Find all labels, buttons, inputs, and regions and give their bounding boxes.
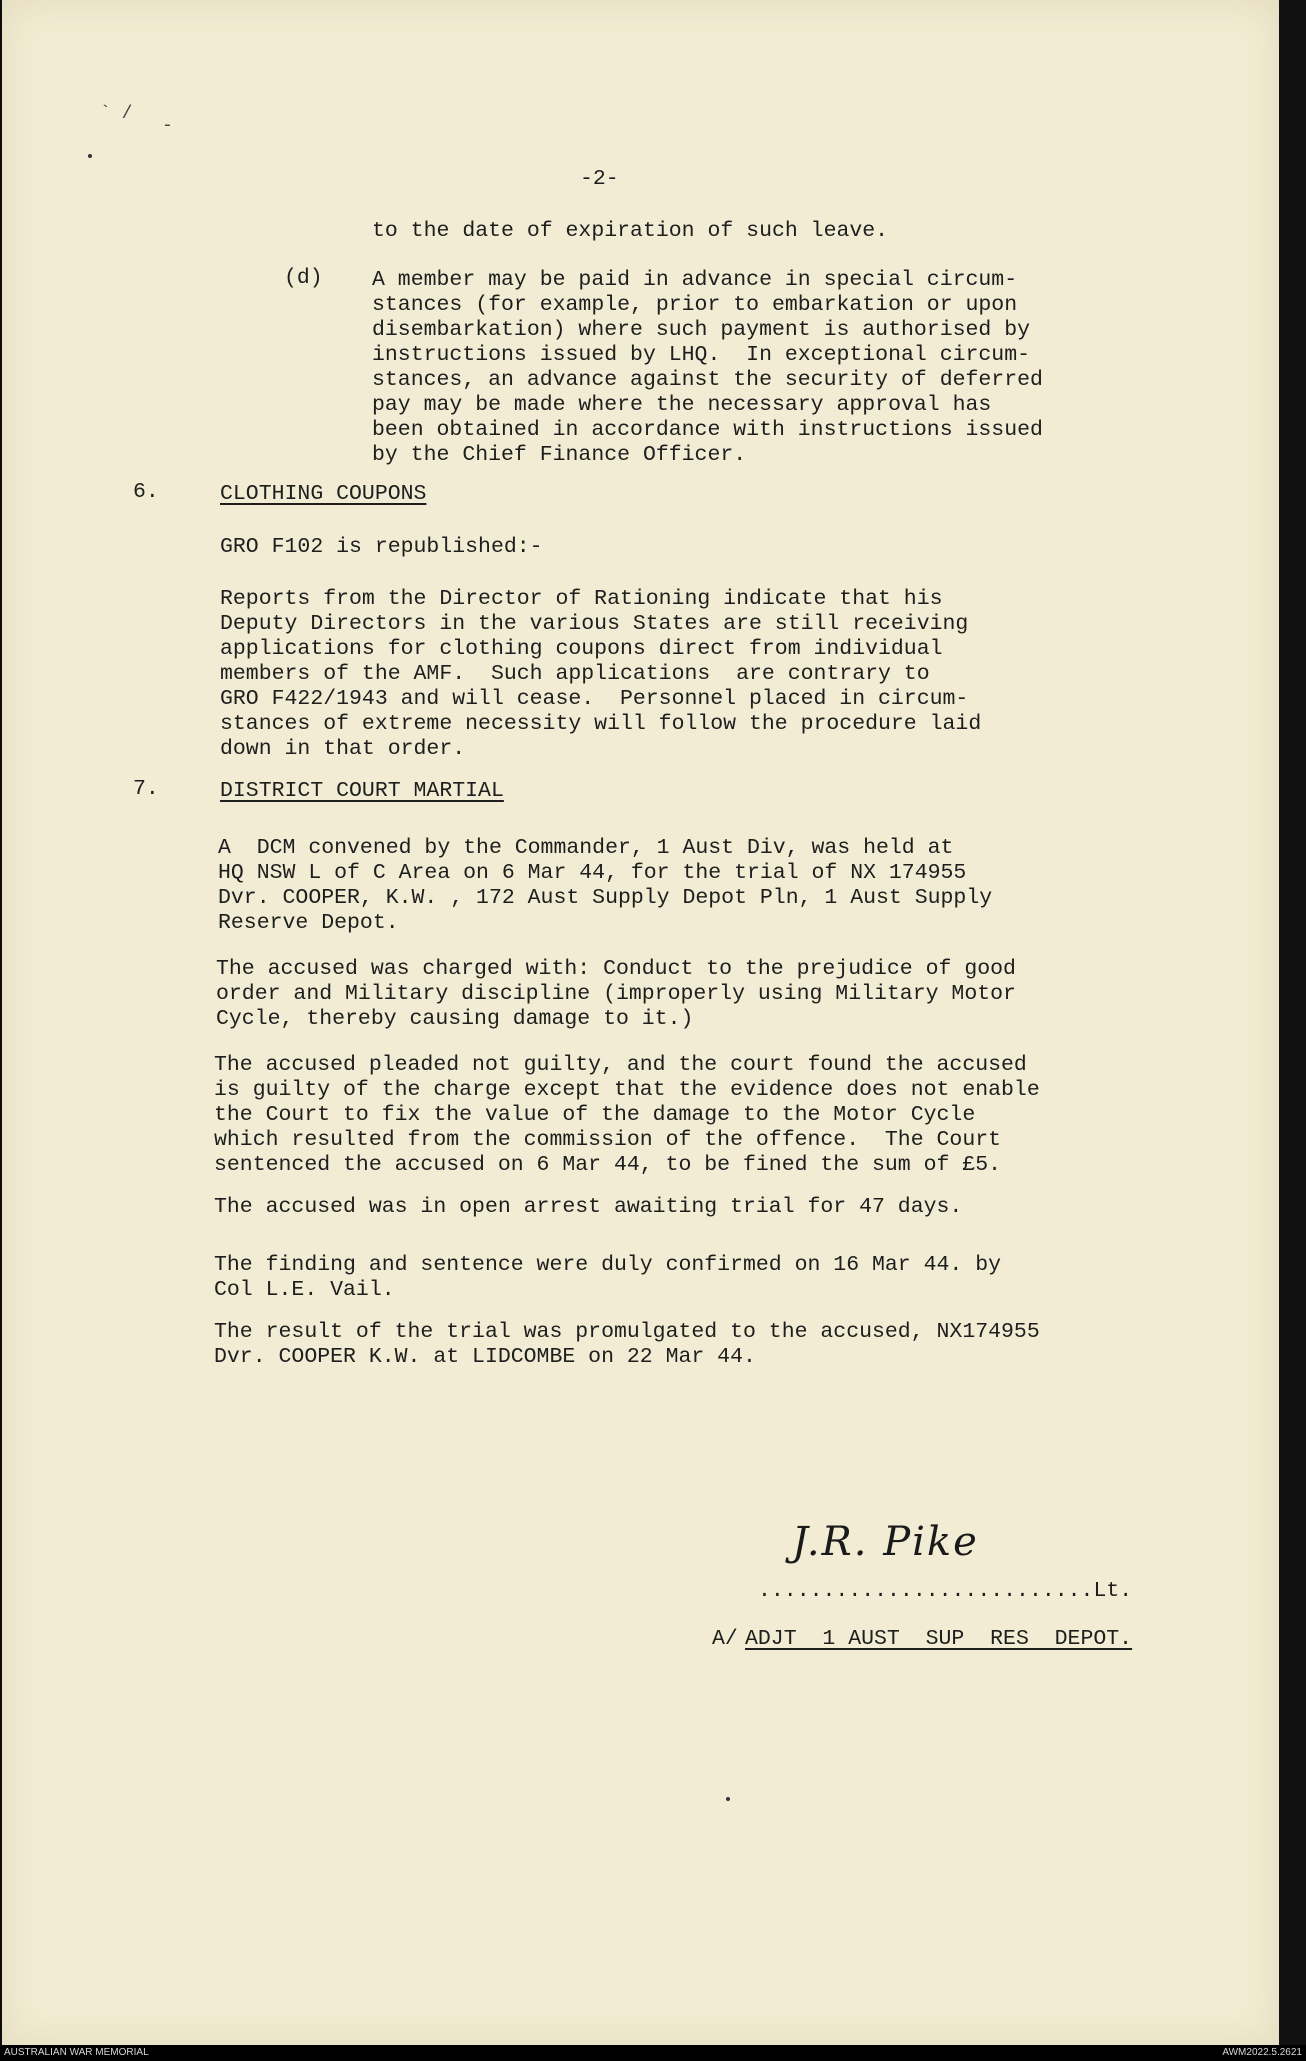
section-6-line: members of the AMF. Such applications are contrary to [220,662,930,686]
scan-mark: - [162,116,173,136]
para-d-line: by the Chief Finance Officer. [372,443,747,467]
handwritten-signature: J.R. Pike [792,1519,979,1565]
section-6-number: 6. [133,480,159,504]
section-7-para-6 [214,1320,1040,1370]
para-d-line: stances (for example, prior to embarkation or upon [372,293,1018,317]
section-6-line: down in that order. [220,737,466,761]
para-d-label: (d) [284,266,323,290]
section-7-line: Cycle, thereby causing damage to it.) [216,1007,694,1031]
section-7-line: Col L.E. Vail. [214,1278,395,1302]
section-7-para-2 [216,957,1016,1032]
signature-title: ADJT 1 AUST SUP RES DEPOT. [745,1627,1133,1651]
section-7-heading: DISTRICT COURT MARTIAL [220,779,504,803]
section-6-line: Reports from the Director of Rationing indicate that his [220,587,943,611]
section-6-body [220,587,981,762]
scan-dot [726,1797,730,1801]
section-7-line: The finding and sentence were duly confirmed on 16 Mar 44. by [214,1253,1002,1277]
footer-institution: AUSTRALIAN WAR MEMORIAL [4,2047,149,2058]
page-number: -2- [580,167,619,191]
section-7-line: Dvr. COOPER, K.W. , 172 Aust Supply Depot Pln, 1 Aust Supply [218,886,993,910]
section-6-line: applications for clothing coupons direct from individual [220,637,943,661]
signature-dotted-line: ..........................Lt. [758,1579,1133,1603]
signature-title-prefix: A/ [712,1627,738,1651]
section-7-para-1 [218,836,992,936]
section-7-line: HQ NSW L of C Area on 6 Mar 44, for the trial of NX 174955 [218,861,967,885]
section-7-line: The accused was charged with: Conduct to the prejudice of good [216,957,1016,981]
section-7-line: sentenced the accused on 6 Mar 44, to be fined the sum of £5. [214,1153,1002,1177]
section-6-heading: CLOTHING COUPONS [220,482,427,506]
para-d-text [372,268,1043,468]
para-d-line: disembarkation) where such payment is authorised by [372,318,1031,342]
scan-dot [88,154,92,158]
section-7-para-5 [214,1253,1001,1303]
section-6-line: GRO F422/1943 and will cease. Personnel placed in circum- [220,687,969,711]
para-d-line: stances, an advance against the security of deferred [372,368,1043,392]
section-7-line: is guilty of the charge except that the evidence does not enable [214,1078,1040,1102]
continuation-line: to the date of expiration of such leave. [372,219,889,243]
section-7-line: Dvr. COOPER K.W. at LIDCOMBE on 22 Mar 44. [214,1345,756,1369]
scan-edge [1279,0,1306,2045]
para-d-line: instructions issued by LHQ. In exceptional circum- [372,343,1031,367]
scan-mark: ` / [100,104,133,124]
section-7-line: The result of the trial was promulgated to the accused, NX174955 [214,1320,1040,1344]
section-7-line: which resulted from the commission of the offence. The Court [214,1128,1002,1152]
para-d-line: A member may be paid in advance in special circum- [372,268,1018,292]
section-6-line: Deputy Directors in the various States are still receiving [220,612,969,636]
archive-footer [0,2045,1306,2061]
section-7-line: The accused was in open arrest awaiting trial for 47 days. [214,1195,963,1219]
section-7-line: Reserve Depot. [218,911,399,935]
section-7-para-3 [214,1053,1040,1178]
section-7-line: A DCM convened by the Commander, 1 Aust Div, was held at [218,836,954,860]
section-7-line: the Court to fix the value of the damage to the Motor Cycle [214,1103,976,1127]
section-7-line: order and Military discipline (improperly using Military Motor [216,982,1016,1006]
para-d-line: pay may be made where the necessary approval has [372,393,992,417]
section-6-intro: GRO F102 is republished:- [220,535,543,559]
section-7-para-4 [214,1195,962,1220]
section-7-number: 7. [133,777,159,801]
section-6-line: stances of extreme necessity will follow the procedure laid [220,712,982,736]
para-d-line: been obtained in accordance with instructions issued [372,418,1043,442]
footer-accession: AWM2022.5.2621 [1222,2047,1302,2058]
section-7-line: The accused pleaded not guilty, and the court found the accused [214,1053,1027,1077]
